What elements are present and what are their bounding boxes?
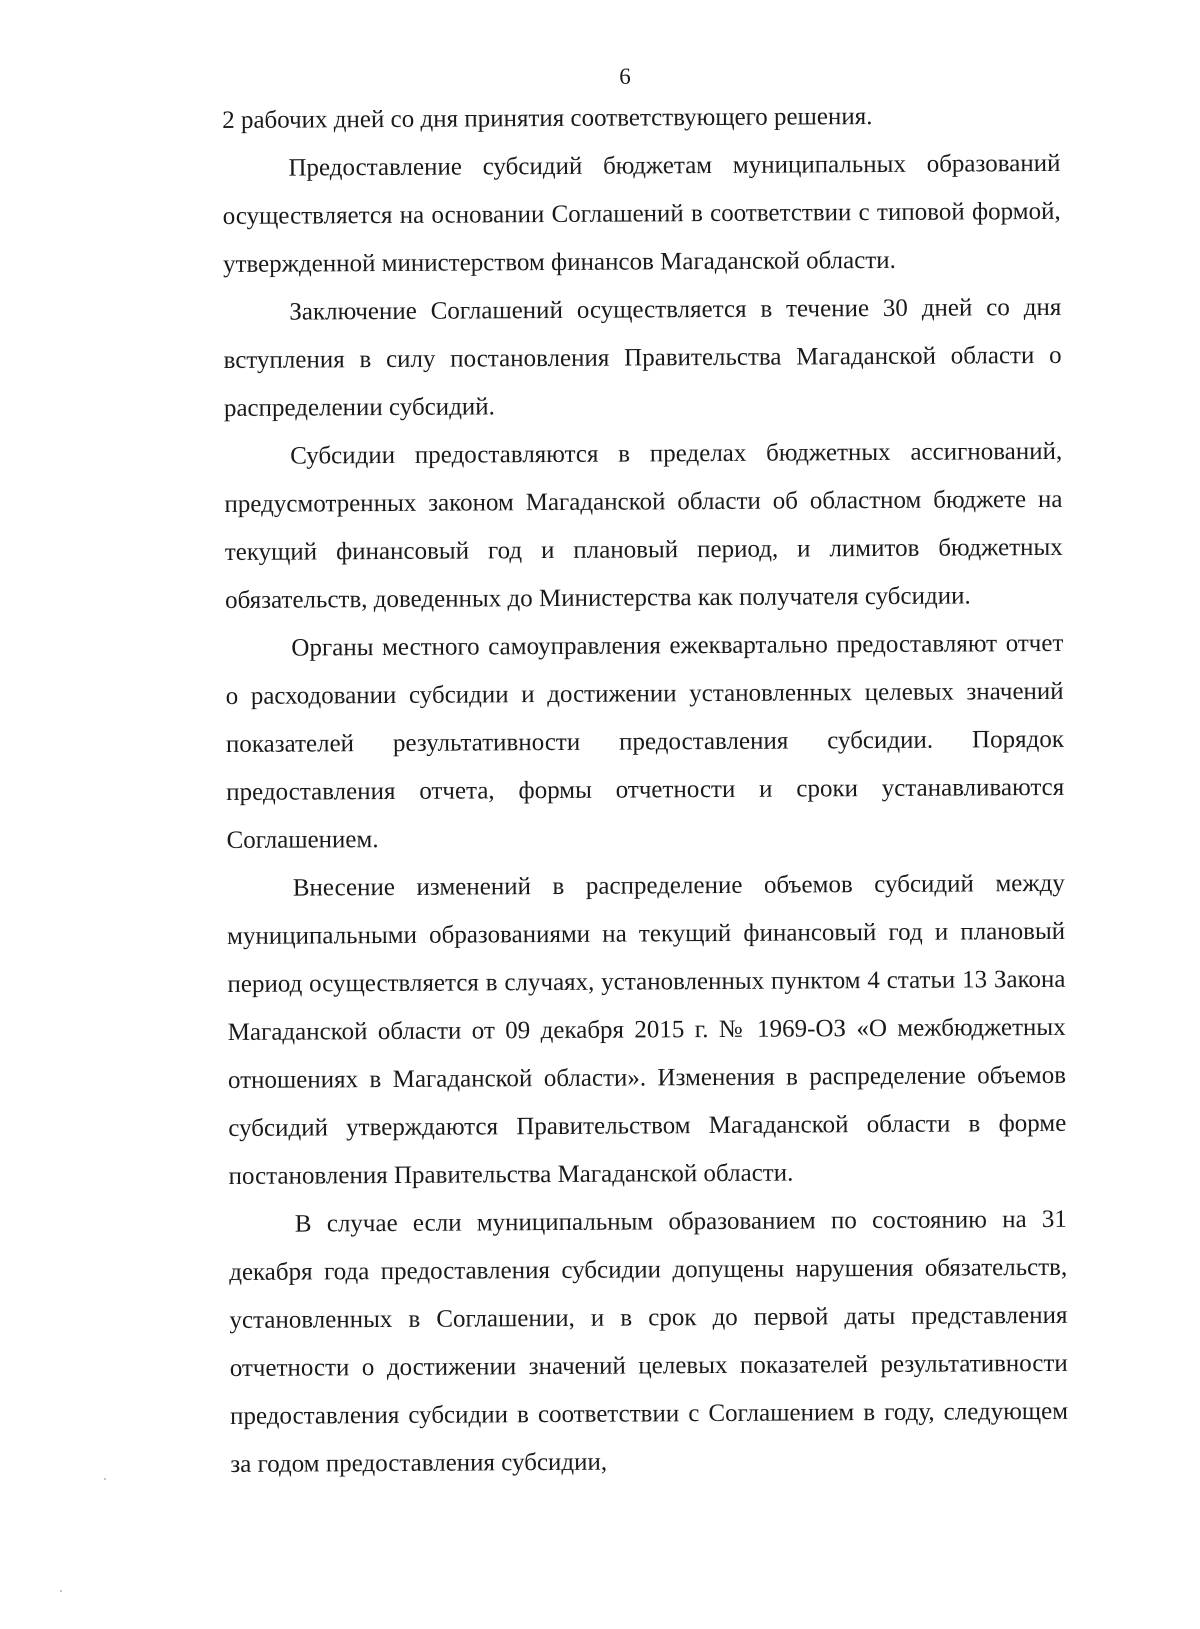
page-number: 6 xyxy=(619,64,631,89)
scan-speck xyxy=(104,1478,106,1480)
paragraph-budget-limits: Субсидии предоставляются в пределах бюджетных ассигнований, предусмотренных законом Магаданской области об областном бюджете на текущий финансовый год и плановый период, и лимитов бюджетных обязательств, доведенных до Министерства как получателя субсидии. xyxy=(224,437,1063,614)
paragraph-quarterly-report: Органы местного самоуправления ежеквартально предоставляют отчет о расходовании субсидии и достижении установленных целевых значений показателей результативности предоставления субсидии. Порядок предоставления отчета, формы отчетности и сроки устанавливаются Соглашением. xyxy=(225,629,1065,854)
paragraph-distribution-changes: Внесение изменений в распределение объемов субсидий между муниципальными образованиями на текущий финансовый год и плановый период осуществляется в случаях, установленных пунктом 4 статьи 13 Закона Магаданской области от 09 декабря 2015 г. № 1969-ОЗ «О межбюджетных отношениях в Магаданской области». Изменения в распределение объемов субсидий утверждаются Правительством Магаданской области в форме постановления Правительства Магаданской области. xyxy=(227,869,1067,1190)
paragraph-continuation: 2 рабочих дней со дня принятия соответствующего решения. xyxy=(222,103,873,134)
paragraph-violations: В случае если муниципальным образованием по состоянию на 31 декабря года предоставления субсидии допущены нарушения обязательств, установленных в Соглашении, и в срок до первой даты представления отчетности о достижении значений целевых показателей результативности предоставления субсидии в соответствии с Соглашением в году, следующем за годом предоставления субсидии, xyxy=(229,1205,1069,1478)
paragraph-agreement-conclusion: Заключение Соглашений осуществляется в течение 30 дней со дня вступления в силу постановления Правительства Магаданской области о распределении субсидий. xyxy=(223,293,1062,422)
document-body xyxy=(222,92,1068,1489)
scan-speck xyxy=(60,1590,62,1592)
paragraph-subsidy-provision: Предоставление субсидий бюджетам муниципальных образований осуществляется на основании Соглашений в соответствии с типовой формой, утвержденной министерством финансов Магаданской области. xyxy=(222,149,1061,278)
